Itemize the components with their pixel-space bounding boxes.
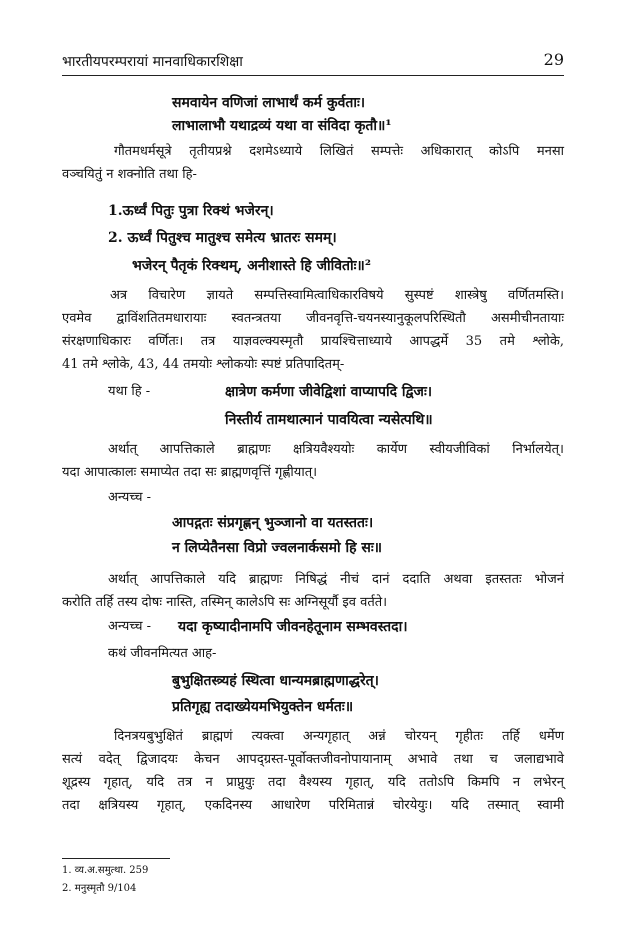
verse-intro: यथा हि - (108, 384, 151, 399)
footnote: 1. व्य.अ.समुत्था. 259 (62, 865, 149, 876)
paragraph-line: संरक्षणाधिकारः वर्णितः। तत्र याज्ञवल्क्यस्मृतौ प्रायश्चित्ताध्याये आपद्धर्मे 35 तमे श्लोके, (62, 334, 564, 349)
paragraph-line: तदा क्षत्रियस्य गृहात्, एकदिनस्य आधारेण परिमितान्नं चोरयेयुः। यदि तस्मात् स्वामी (62, 798, 564, 813)
verse-intro: अन्यच्च - (108, 490, 151, 505)
verse-line: निस्तीर्य तामथात्मानं पावयित्वा न्यसेत्पथि॥ (225, 412, 433, 428)
header-rule (62, 75, 564, 76)
verse-line: 1.ऊर्ध्वं पितुः पुत्रा रिक्थं भजेरन्। (108, 203, 274, 219)
paragraph-line: सत्यं वदेत् द्विजादयः केचन आपद्ग्रस्त-पूर्वोक्तजीवनोपायानाम् अभावे तथा च जलाद्यभावे (62, 752, 564, 767)
verse-line: न लिप्येतैनसा विप्रो ज्वलनार्कसमो हि सः॥ (172, 540, 383, 556)
paragraph-line: अर्थात् आपत्तिकाले यदि ब्राह्मणः निषिद्धं नीचं दानं ददाति अथवा इतस्ततः भोजनं (108, 572, 564, 587)
verse-line: समवायेन वणिजां लाभार्थं कर्म कुर्वताः। (172, 95, 366, 111)
footnote-rule (62, 858, 170, 859)
paragraph-line: एवमेव द्वाविंशतितमधारायाः स्वतन्त्रतया जीवनवृत्ति-चयनस्यानुकूलपरिस्थितौ असमीचीनतायाः (62, 311, 564, 326)
footnote: 2. मनुस्मृतौ 9/104 (62, 883, 137, 894)
verse-line: भजेरन् पैतृकं रिक्थम्, अनीशास्ते हि जीवितोः॥² (132, 258, 371, 274)
paragraph-line: अर्थात् आपत्तिकाले ब्राह्मणः क्षत्रियवैश्ययोः कार्येण स्वीयजीविकां निर्भालयेत्। (108, 442, 564, 457)
paragraph-line: करोति तर्हि तस्य दोषः नास्ति, तस्मिन् कालेऽपि सः अग्निसूर्यौ इव वर्तते। (62, 595, 388, 610)
paragraph-line: गौतमधर्मसूत्रे तृतीयप्रश्ने दशमेऽध्याये लिखितं सम्पत्तेः अधिकारात् कोऽपि मनसा (114, 144, 564, 159)
running-header (62, 46, 564, 76)
paragraph-line: अत्र विचारेण ज्ञायते सम्पत्तिस्वामित्वाधिकारविषये सुस्पष्टं शास्त्रेषु वर्णितमस्ति। (110, 288, 564, 303)
paragraph-line: दिनत्रयबुभुक्षितं ब्राह्मणं त्यक्त्वा अन्यगृहात् अन्नं चोरयन् गृहीतः तर्हि धर्मेण (114, 729, 564, 744)
verse-line: लाभालाभौ यथाद्रव्यं यथा वा संविदा कृतौ॥¹ (172, 118, 392, 134)
verse-line: आपद्गतः संप्रगृह्णन् भुञ्जानो वा यतस्ततः। (172, 515, 374, 531)
paragraph-line: शूद्रस्य गृहात्, यदि तत्र न प्राप्नुयुः तदा वैश्यस्य गृहात्, यदि ततोऽपि किमपि न लभेरन् (62, 775, 564, 790)
verse-line: 2. ऊर्ध्वं पितुश्च मातुश्च समेत्य भ्रातरः समम्। (108, 230, 337, 246)
paragraph-line: वञ्चयितुं न शक्नोति तथा हि- (62, 167, 197, 182)
question-line: कथं जीवनमित्यत आह- (108, 646, 217, 661)
paragraph-line: 41 तमे श्लोके, 43, 44 तमयोः श्लोकयोः स्पष्टं प्रतिपादितम्- (62, 357, 345, 372)
verse-intro: अन्यच्च - (108, 619, 151, 634)
verse-line: बुभुक्षितस्त्र्यहं स्थित्वा धान्यमब्राह्मणाद्धरेत्। (172, 673, 379, 689)
paragraph-line: यदा आपात्कालः समाप्येत तदा सः ब्राह्मणवृत्तिं गृह्णीयात्। (62, 465, 318, 480)
verse-line: प्रतिगृह्य तदाख्येयमभियुक्तेन धर्मतः॥ (172, 699, 354, 715)
verse-line: यदा कृष्यादीनामपि जीवनहेतूनाम सम्भवस्तदा। (178, 619, 408, 635)
page-number: 29 (543, 50, 564, 69)
verse-line: क्षात्रेण कर्मणा जीवेद्विशां वाप्यापदि द्विजः। (225, 384, 433, 400)
running-title: भारतीयपरम्परायां मानवाधिकारशिक्षा (62, 54, 243, 70)
